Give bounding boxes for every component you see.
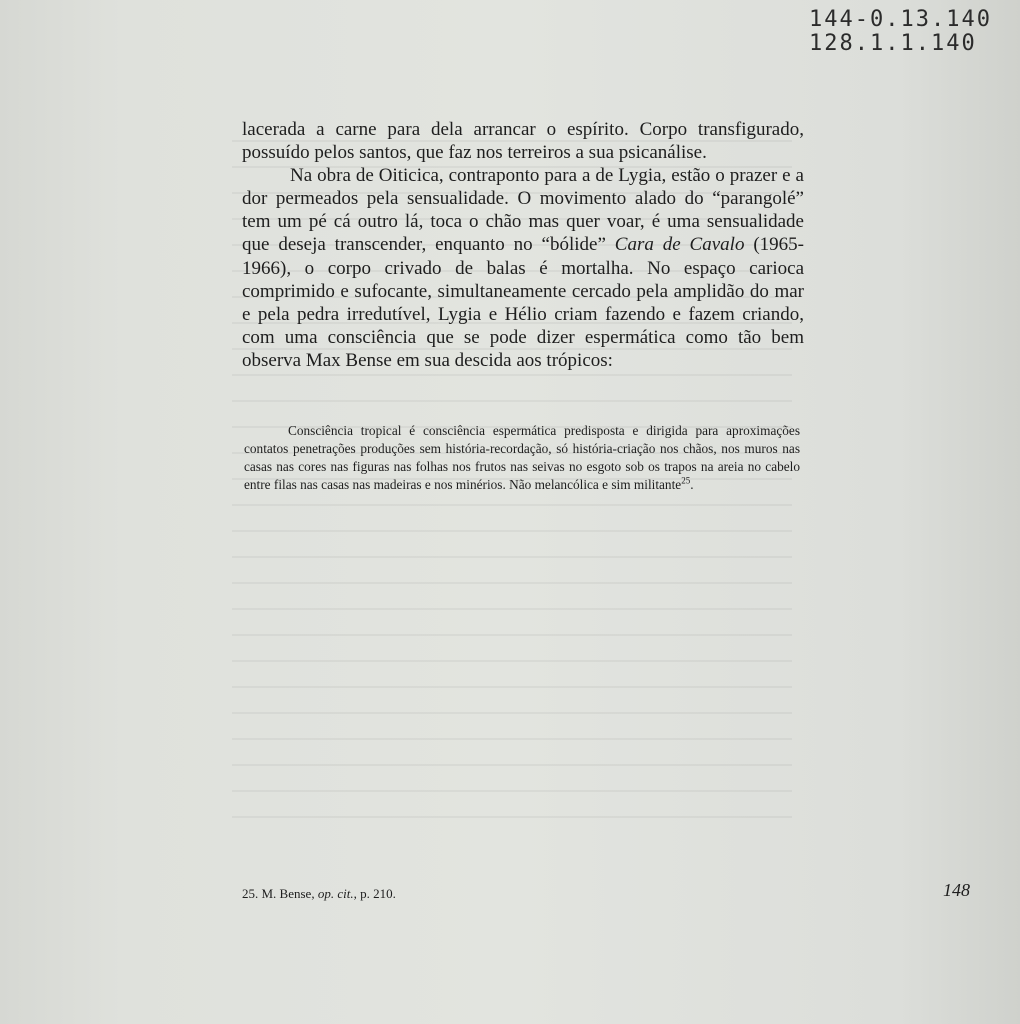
page-number: 148 [943,880,970,900]
footnote-number: 25. [242,886,259,901]
footnote-italic: op. cit. [317,886,354,901]
footnote-reference: 25 [681,475,691,486]
quote-paragraph [244,422,800,494]
paragraph-1: lacerada a carne para dela arrancar o espírito. Corpo transfigurado, possuído pelos santos, que faz nos terreiros a sua psicanálise. [242,119,804,164]
catalog-mark-1: 144-0.13.140 [809,7,992,32]
quote-text: Consciência tropical é consciência espermática predisposta e dirigida para aproximações contatos penetrações produções sem história-recordação, só história-criação nos chãos, nos muros nas casas nas cores nas figuras nas folhas nos frutos nas seivas no esgoto sob os trapos na areia no cabelo entre filas nas casas nas madeiras e nos minérios. Não melancólica e sim militante [244,423,800,492]
footnote-text-before: M. Bense, [258,886,318,901]
paragraph-2-end: (1965-1966), o corpo crivado de balas é mortalha. No espaço carioca comprimido e sufocante, simultaneamente cercado pela amplidão do mar e pela pedra irredutível, Lygia e Hélio criam fazendo e fazem criando, com uma consciência que se pode dizer espermática como tão bem observa Max Bense em sua descida aos trópicos: [242,234,804,371]
handwritten-catalog-marks [809,8,992,56]
body-text [242,118,804,372]
quote-end: . [690,477,694,492]
artwork-title: Cara de Cavalo [614,234,745,256]
paragraph-2-start: Na obra de Oiticica, contraponto para a de Lygia, estão o prazer e a dor permeados pela sensualidade. O movimento alado do “parangolé” tem um pé cá outro lá, toca o chão mas quer voar, é uma sensualidade que deseja transcender, enquanto no “bólide” [242,165,804,256]
block-quote [244,422,800,494]
footnote [242,886,396,902]
paragraph-2 [242,164,804,372]
footnote-text-after: , p. 210. [353,886,396,901]
catalog-mark-2: 128.1.1.140 [809,31,977,56]
